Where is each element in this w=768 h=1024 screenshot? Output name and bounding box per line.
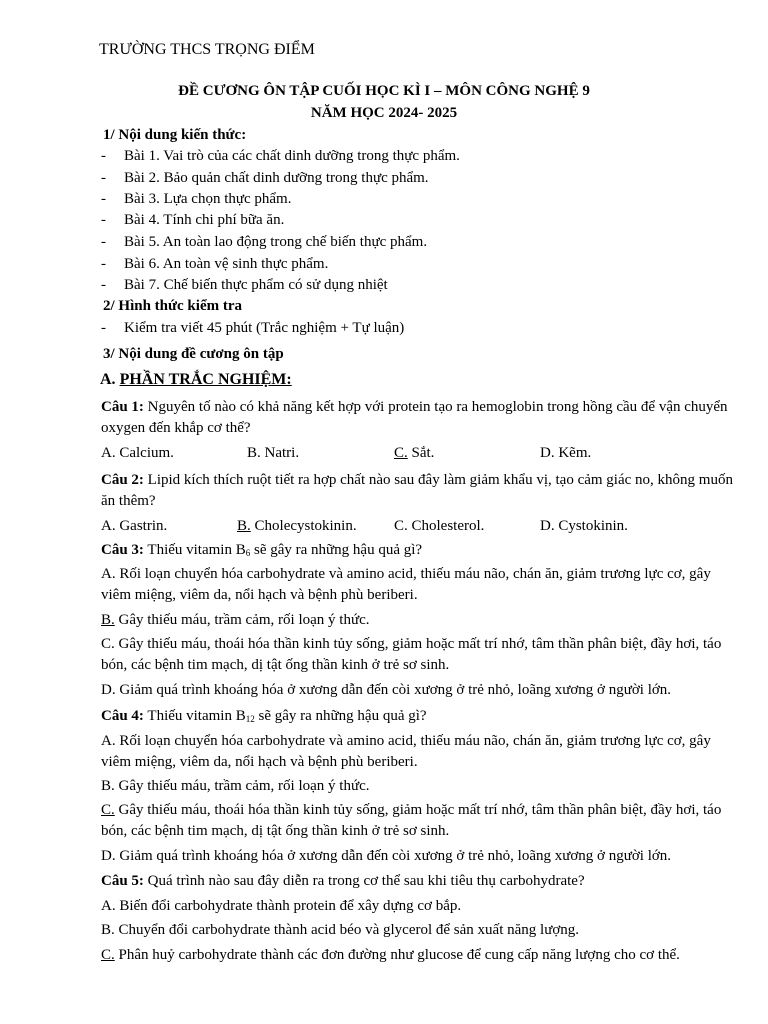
option-text: Sắt. bbox=[407, 445, 435, 461]
q2-option-a: A. Gastrin. bbox=[101, 518, 168, 534]
list-bullet: - bbox=[101, 191, 106, 207]
list-bullet: - bbox=[101, 170, 106, 186]
question-label: Câu 3: bbox=[101, 542, 144, 558]
document-title: ĐỀ CƯƠNG ÔN TẬP CUỐI HỌC KÌ I – MÔN CÔNG NGHỆ 9 bbox=[178, 83, 590, 99]
q3-option-b bbox=[101, 610, 741, 631]
answer-mark: B. bbox=[237, 518, 251, 534]
q5-option-b: B. Chuyển đổi carbohydrate thành acid béo và glycerol để sản xuất năng lượng. bbox=[101, 922, 580, 938]
question-1 bbox=[101, 397, 741, 439]
subscript: 12 bbox=[245, 714, 255, 724]
list-bullet: - bbox=[101, 234, 106, 250]
list-item: Kiểm tra viết 45 phút (Trắc nghiệm + Tự luận) bbox=[124, 320, 405, 336]
option-text: Phân huỷ carbohydrate thành các đơn đường như glucose để cung cấp năng lượng cho cơ thể. bbox=[114, 947, 680, 963]
q3-option-a: A. Rối loạn chuyển hóa carbohydrate và amino acid, thiếu máu não, chán ăn, giảm trương lực cơ, gây viêm miệng, viêm da, nổi hạch và bệnh phù beriberi. bbox=[101, 566, 711, 603]
list-item: Bài 4. Tính chi phí bữa ăn. bbox=[124, 212, 285, 228]
list-bullet: - bbox=[101, 148, 106, 164]
section2-heading: 2/ Hình thức kiểm tra bbox=[103, 298, 242, 314]
question-2 bbox=[101, 470, 741, 512]
list-item: Bài 2. Bảo quản chất dinh dưỡng trong thực phẩm. bbox=[124, 170, 429, 186]
question-label: Câu 1: bbox=[101, 399, 144, 415]
question-text: sẽ gây ra những hậu quả gì? bbox=[250, 542, 423, 558]
option-text: Cholecystokinin. bbox=[250, 518, 357, 534]
q3-option-d: D. Giảm quá trình khoáng hóa ở xương dẫn đến còi xương ở trẻ nhỏ, loãng xương ở người lớn. bbox=[101, 682, 672, 698]
q4-option-c bbox=[101, 800, 741, 842]
q5-option-a: A. Biến đổi carbohydrate thành protein để xây dựng cơ bắp. bbox=[101, 898, 462, 914]
option-text: Gây thiếu máu, trầm cảm, rối loạn ý thức. bbox=[114, 612, 370, 628]
question-3 bbox=[101, 540, 741, 561]
q1-option-a: A. Calcium. bbox=[101, 445, 174, 461]
part-a-title: PHẦN TRẮC NGHIỆM: bbox=[119, 371, 292, 388]
list-bullet: - bbox=[101, 212, 106, 228]
q1-option-c bbox=[394, 445, 434, 462]
list-item: Bài 1. Vai trò của các chất dinh dưỡng trong thực phẩm. bbox=[124, 148, 460, 164]
list-bullet: - bbox=[101, 256, 106, 272]
option-text: Gây thiếu máu, thoái hóa thần kinh tủy sống, giảm hoặc mất trí nhớ, tâm thần phân biệt, đầy hơi, táo bón, các bệnh tim mạch, dị tật ống thần kinh ở trẻ sơ sinh. bbox=[101, 802, 722, 839]
answer-mark: C. bbox=[101, 802, 115, 818]
list-bullet: - bbox=[101, 277, 106, 293]
list-item: Bài 5. An toàn lao động trong chế biến thực phẩm. bbox=[124, 234, 428, 250]
question-label: Câu 4: bbox=[101, 708, 144, 724]
section3-heading: 3/ Nội dung đề cương ôn tập bbox=[103, 346, 284, 362]
question-label: Câu 5: bbox=[101, 873, 144, 889]
question-text: sẽ gây ra những hậu quả gì? bbox=[254, 708, 427, 724]
question-4 bbox=[101, 706, 741, 727]
question-text: Thiếu vitamin B bbox=[143, 708, 246, 724]
q2-option-b bbox=[237, 518, 357, 535]
answer-mark: B. bbox=[101, 612, 115, 628]
question-label: Câu 2: bbox=[101, 472, 144, 488]
q2-option-c: C. Cholesterol. bbox=[394, 518, 485, 534]
section1-heading: 1/ Nội dung kiến thức: bbox=[103, 127, 247, 143]
question-5 bbox=[101, 871, 741, 892]
question-text: Thiếu vitamin B bbox=[143, 542, 246, 558]
q4-option-d: D. Giảm quá trình khoáng hóa ở xương dẫn đến còi xương ở trẻ nhỏ, loãng xương ở người lớn. bbox=[101, 848, 672, 864]
part-a-letter: A. bbox=[100, 371, 116, 388]
subscript: 6 bbox=[245, 548, 251, 558]
list-item: Bài 7. Chế biến thực phẩm có sử dụng nhiệt bbox=[124, 277, 388, 293]
q2-option-d: D. Cystokinin. bbox=[540, 518, 628, 534]
list-bullet: - bbox=[101, 320, 106, 336]
q3-option-c: C. Gây thiếu máu, thoái hóa thần kinh tủy sống, giảm hoặc mất trí nhớ, tâm thần phân biệt, đầy hơi, táo bón, các bệnh tim mạch, dị tật ống thần kinh ở trẻ sơ sinh. bbox=[101, 636, 722, 673]
q1-option-d: D. Kẽm. bbox=[540, 445, 592, 461]
answer-mark: C. bbox=[101, 947, 115, 963]
q4-option-b: B. Gây thiếu máu, trầm cảm, rối loạn ý thức. bbox=[101, 778, 370, 794]
part-a-heading bbox=[100, 371, 292, 389]
question-text: Quá trình nào sau đây diễn ra trong cơ thể sau khi tiêu thụ carbohydrate? bbox=[143, 873, 585, 889]
list-item: Bài 6. An toàn vệ sinh thực phẩm. bbox=[124, 256, 329, 272]
school-year: NĂM HỌC 2024- 2025 bbox=[310, 105, 458, 121]
school-name: TRƯỜNG THCS TRỌNG ĐIỂM bbox=[99, 41, 315, 58]
answer-mark: C. bbox=[394, 445, 408, 461]
q1-option-b: B. Natri. bbox=[247, 445, 300, 461]
list-item: Bài 3. Lựa chọn thực phẩm. bbox=[124, 191, 292, 207]
question-text: Nguyên tố nào có khả năng kết hợp với protein tạo ra hemoglobin trong hồng cầu để vận chuyển oxygen đến khắp cơ thể? bbox=[101, 399, 728, 436]
q4-option-a: A. Rối loạn chuyển hóa carbohydrate và amino acid, thiếu máu não, chán ăn, giảm trương lực cơ, gây viêm miệng, viêm da, nổi hạch và bệnh phù beriberi. bbox=[101, 733, 711, 770]
question-text: Lipid kích thích ruột tiết ra hợp chất nào sau đây làm giảm khẩu vị, tạo cảm giác no, không muốn ăn thêm? bbox=[101, 472, 733, 509]
q5-option-c bbox=[101, 945, 741, 966]
